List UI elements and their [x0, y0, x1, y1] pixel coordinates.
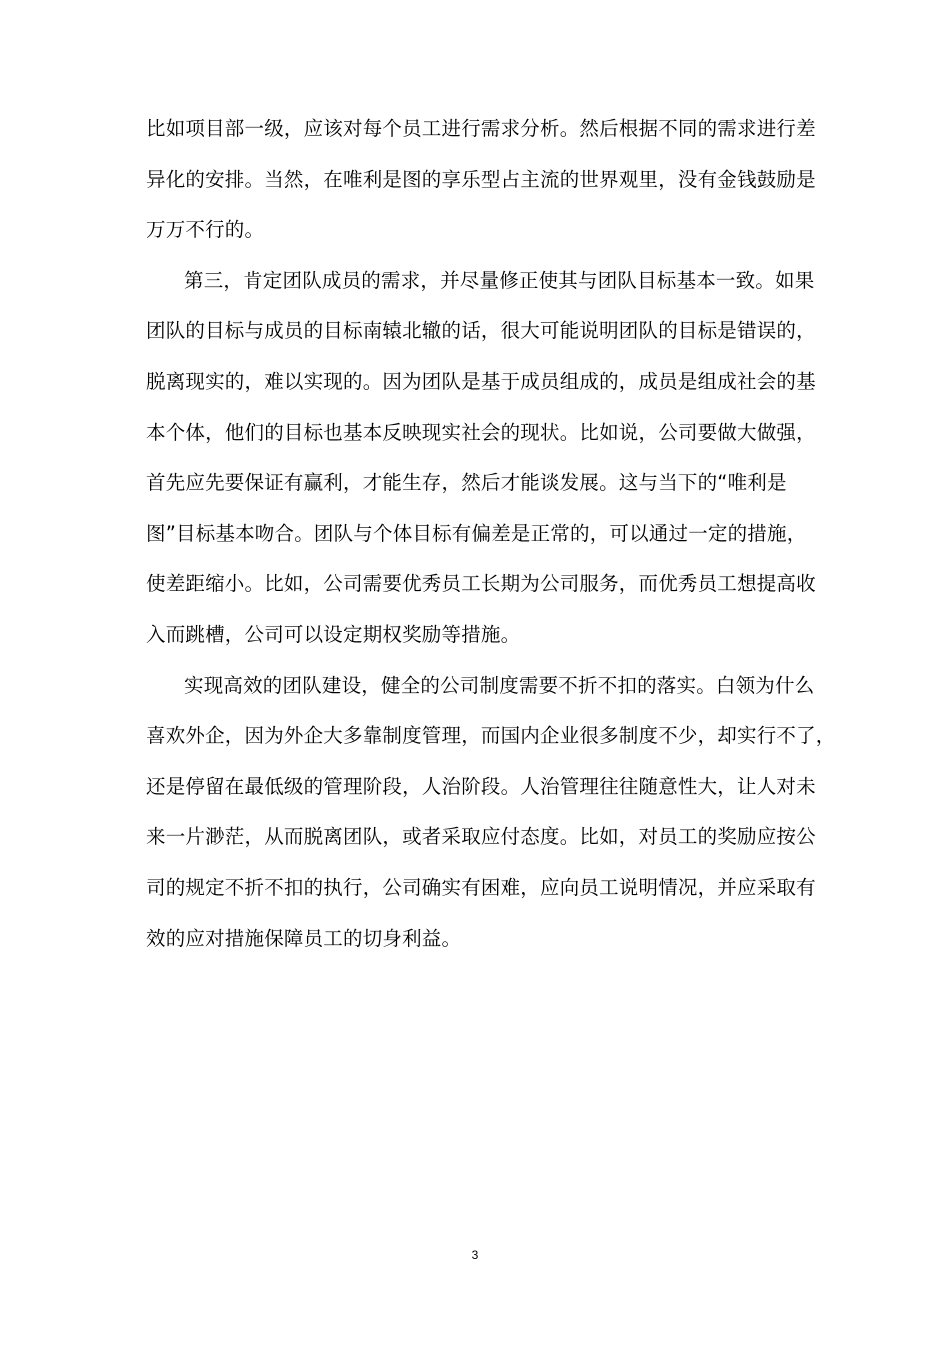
text-line: 万万不行的。 [146, 218, 265, 242]
text-line: 脱离现实的，难以实现的。因为团队是基于成员组成的，成员是组成社会的基 [146, 369, 816, 393]
body-text [146, 117, 836, 977]
text-line: 喜欢外企，因为外企大多靠制度管理，而国内企业很多制度不少，却实行不了， [146, 724, 836, 748]
text-line: 司的规定不折不扣的执行，公司确实有困难，应向员工说明情况，并应采取有 [146, 875, 816, 899]
paragraph-first-line: 实现高效的团队建设，健全的公司制度需要不折不扣的落实。白领为什么 [184, 673, 815, 697]
text-line: 图”目标基本吻合。团队与个体目标有偏差是正常的，可以通过一定的措施， [146, 521, 807, 545]
text-line: 使差距缩小。比如，公司需要优秀员工长期为公司服务，而优秀员工想提高收 [146, 572, 816, 596]
text-line: 异化的安排。当然，在唯利是图的享乐型占主流的世界观里，没有金钱鼓励是 [146, 167, 816, 191]
text-line: 本个体，他们的目标也基本反映现实社会的现状。比如说，公司要做大做强， [146, 420, 816, 444]
text-line: 效的应对措施保障员工的切身利益。 [146, 926, 462, 950]
text-line: 入而跳槽，公司可以设定期权奖励等措施。 [146, 622, 521, 646]
text-line: 比如项目部一级，应该对每个员工进行需求分析。然后根据不同的需求进行差 [146, 117, 816, 140]
page-number: 3 [471, 1248, 479, 1262]
text-line: 首先应先要保证有赢利，才能生存，然后才能谈发展。这与当下的“唯利是 [146, 471, 787, 495]
text-line: 来一片渺茫，从而脱离团队，或者采取应付态度。比如，对员工的奖励应按公 [146, 825, 816, 849]
text-line: 团队的目标与成员的目标南辕北辙的话，很大可能说明团队的目标是错误的， [146, 319, 816, 343]
text-line: 还是停留在最低级的管理阶段，人治阶段。人治管理往往随意性大，让人对未 [146, 774, 816, 798]
paragraph-first-line: 第三，肯定团队成员的需求，并尽量修正使其与团队目标基本一致。如果 [184, 268, 815, 292]
